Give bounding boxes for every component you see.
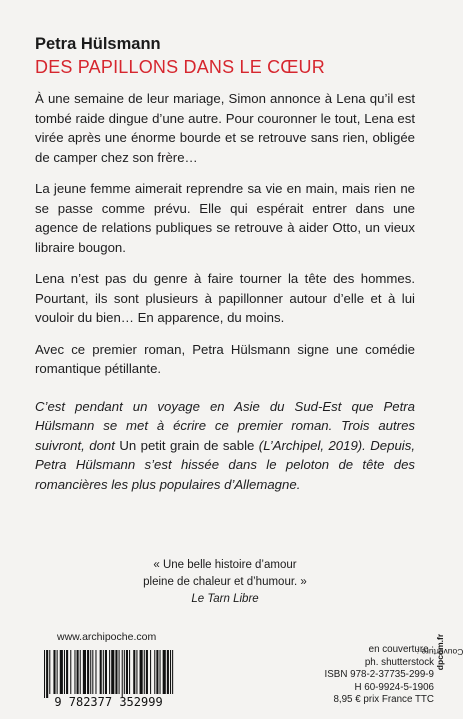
barcode-bar (167, 650, 169, 694)
barcode-bar (146, 650, 148, 694)
barcode-bar (95, 650, 96, 694)
barcode-bar (83, 650, 86, 694)
barcode-bar (111, 650, 114, 694)
barcode-bar (124, 650, 125, 694)
barcode-bar (172, 650, 173, 694)
barcode-bar (150, 650, 151, 694)
barcode-bar (136, 650, 137, 694)
barcode-bar (46, 650, 48, 698)
barcode-bar (60, 650, 63, 694)
barcode-bar (115, 650, 117, 694)
barcode-bar (140, 650, 143, 694)
barcode-bar (156, 650, 158, 694)
barcode-bar (80, 650, 81, 694)
barcode-bar (109, 650, 110, 694)
barcode-bar (70, 650, 71, 694)
barcode-bar (170, 650, 171, 694)
press-quote-line-2: pleine de chaleur et d’humour. » (143, 576, 307, 588)
barcode-bar (119, 650, 120, 694)
barcode-bar (74, 650, 75, 694)
isbn-line: ISBN 978-2-37735-299-9 (324, 669, 434, 681)
author-bio-part-2: (L’Archipel, 2019). Depuis, Petra Hülsmann s’est hissée dans le peloton de tête des romancières les plus populaires d’Allemagne. (35, 437, 415, 492)
barcode-digits: 9 782377 352999 (54, 695, 163, 709)
cover-credit-name: dpcom.fr (435, 633, 445, 671)
author-bio (35, 397, 415, 495)
author-name: Petra Hülsmann (35, 35, 161, 53)
credit-line-2: ph. shutterstock (364, 656, 434, 668)
barcode-bar (126, 650, 128, 694)
barcode-bar (144, 650, 145, 694)
publisher-url: www.archipoche.com (57, 631, 157, 643)
barcode-bars (44, 650, 173, 698)
barcode-bar (154, 650, 155, 694)
isbn-barcode (37, 650, 180, 708)
barcode-bar (44, 650, 45, 698)
barcode-bar (92, 650, 93, 694)
author-bio-book-title: Un petit grain de sable (119, 437, 255, 453)
press-quote (35, 557, 415, 608)
barcode-bar (90, 650, 91, 694)
barcode-bar (49, 650, 50, 694)
barcode-bar (100, 650, 102, 694)
price-line: 8,95 € prix France TTC (333, 694, 434, 706)
barcode-bar (53, 650, 55, 694)
barcode-bar (163, 650, 166, 694)
synopsis (35, 89, 415, 506)
cover-credit-label: Couverture : (416, 647, 463, 657)
press-quote-source: Le Tarn Libre (191, 593, 259, 605)
synopsis-paragraph-3: Lena n’est pas du genre à faire tourner la tête des hommes. Pourtant, ils sont plusieurs à papillonner autour d’elle et à lui vouloir du bien… En apparence, du moins. (35, 271, 415, 325)
barcode-bar (57, 650, 58, 694)
cover-credit-vertical (416, 593, 463, 711)
synopsis-paragraph-2: La jeune femme aimerait reprendre sa vie en main, mais rien ne se passe comme prévu. Elle qui espérait entrer dans une agence de relations publiques se retrouve à aider Otto, un vieux libraire bougon. (35, 181, 415, 255)
barcode-bar (87, 650, 89, 694)
barcode-bar (160, 650, 161, 694)
synopsis-paragraph-4: Avec ce premier roman, Petra Hülsmann signe une comédie romantique pétillante. (35, 341, 415, 376)
credit-line-1: en couverture : (368, 644, 434, 655)
credits-block (306, 644, 434, 707)
press-quote-line-1: « Une belle histoire d’amour (153, 559, 297, 571)
author-bio-part-1: C’est pendant un voyage en Asie du Sud-Est que Petra Hülsmann se met à écrire ce premier roman. Trois autres suivront, dont (35, 398, 415, 453)
barcode-bar (133, 650, 135, 694)
barcode-bar (66, 650, 68, 694)
barcode-bar (103, 650, 104, 694)
code-line: H 60-9924-5-1906 (354, 681, 434, 693)
book-title: DES PAPILLONS DANS LE CŒUR (35, 57, 325, 77)
barcode-bar (64, 650, 65, 694)
synopsis-paragraph-1: À une semaine de leur mariage, Simon annonce à Lena qu’il est tombé raide dingue d’une autre. Pour couronner le tout, Lena est virée après une énorme bourde et se retrouve sans rien, obligée de camper chez son frère… (35, 91, 415, 165)
barcode-bar (105, 650, 107, 694)
barcode-bar (122, 650, 123, 698)
barcode-bar (129, 650, 130, 694)
barcode-bar (77, 650, 79, 694)
